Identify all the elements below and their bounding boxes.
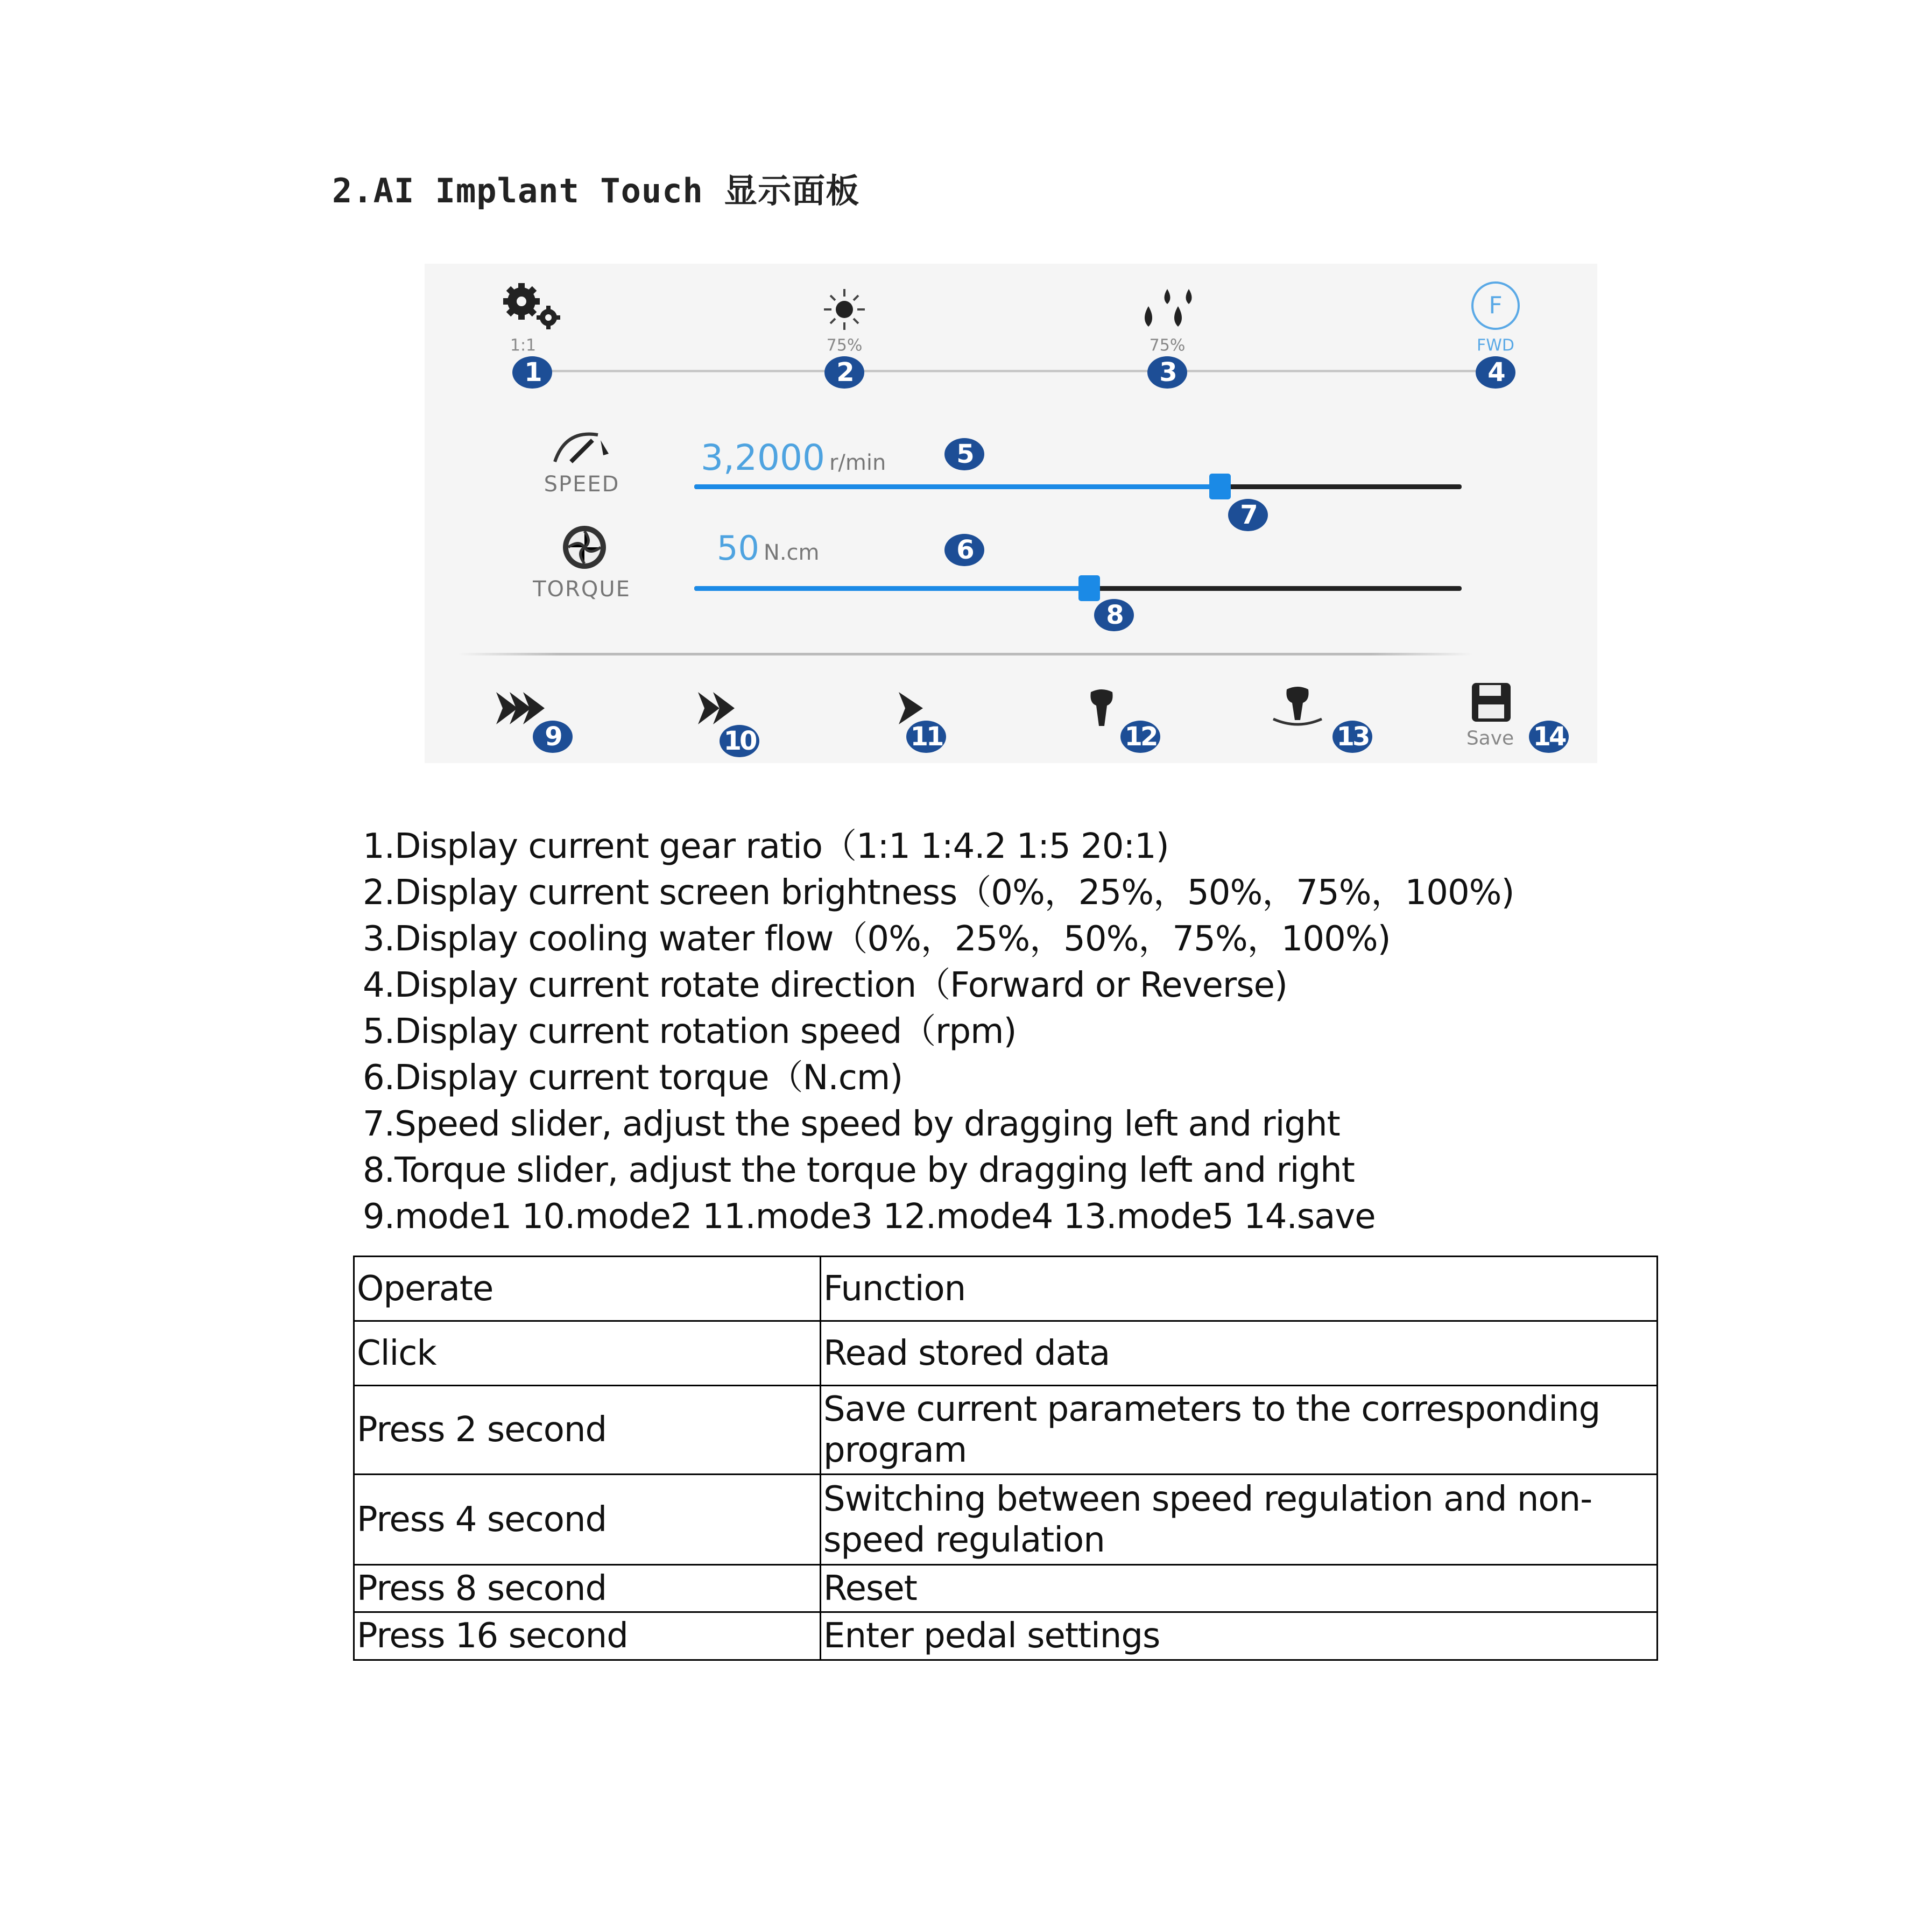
torque-number: 50 [717,528,759,568]
badge-10: 10 [720,725,759,757]
table-row [354,1475,1658,1565]
description-item: 8.Torque slider, adjust the torque by dragging left and right [363,1151,1355,1190]
brightness-icon [817,288,871,331]
description-item: 9.mode1 10.mode2 11.mode3 12.mode4 13.mode5 14.save [363,1197,1376,1237]
gears-icon [495,280,570,334]
badge-4: 4 [1476,356,1515,389]
table-row [354,1321,1658,1386]
badge-2: 2 [824,356,864,389]
cell-operate: Press 4 second [354,1475,821,1565]
description-list [363,823,1514,1240]
table-row [354,1612,1658,1660]
badge-7: 7 [1228,499,1268,531]
water-drops-icon [1132,288,1202,331]
badge-5: 5 [944,438,984,470]
torque-slider-thumb[interactable] [1078,575,1100,601]
save-icon[interactable] [1471,682,1512,723]
cell-operate: Press 16 second [354,1612,821,1660]
badge-11: 11 [906,721,946,753]
header-function: Function [821,1257,1658,1321]
description-item: 2.Display current screen brightness（0%，25%，50%，75%，100%) [363,873,1514,913]
cell-function: Read stored data [821,1321,1658,1386]
description-item: 4.Display current rotate direction（Forward or Reverse) [363,965,1287,1005]
torque-turbine-icon [560,523,609,572]
implant-rotate-icon[interactable] [1268,687,1327,730]
torque-slider[interactable] [694,586,1462,591]
cell-function: Enter pedal settings [821,1612,1658,1660]
description-item: 3.Display cooling water flow（0%，25%，50%，75%，100%) [363,919,1391,959]
badge-13: 13 [1332,721,1372,753]
single-chevron-icon[interactable] [899,692,926,724]
cell-function: Reset [821,1565,1658,1612]
triple-chevron-icon[interactable] [496,692,555,724]
speed-slider-thumb[interactable] [1209,474,1231,499]
speed-unit: r/min [829,450,886,475]
speed-value [701,437,886,478]
direction-value: FWD [1476,336,1515,355]
badge-3: 3 [1147,356,1187,389]
badge-14: 14 [1529,721,1569,753]
badge-6: 6 [944,534,984,566]
badge-1: 1 [512,356,552,389]
cell-function: Switching between speed regulation and non-speed regulation [821,1475,1658,1565]
cell-operate: Press 2 second [354,1386,821,1475]
torque-unit: N.cm [763,540,820,565]
header-operate: Operate [354,1257,821,1321]
description-item: 1.Display current gear ratio（1:1 1:4.2 1:5 20:1) [363,827,1169,866]
badge-8: 8 [1094,599,1134,631]
double-chevron-icon[interactable] [698,692,741,724]
brightness-value: 75% [826,336,863,355]
cell-operate: Press 8 second [354,1565,821,1612]
description-item: 5.Display current rotation speed（rpm) [363,1012,1017,1052]
speedometer-icon [549,424,614,467]
speed-number: 3,2000 [701,437,825,478]
speed-label: SPEED [544,472,620,497]
forward-rotation-icon: F [1471,281,1520,330]
display-panel [425,264,1597,763]
torque-slider-fill [694,586,1089,591]
table-header-row [354,1257,1658,1321]
speed-slider-fill [694,484,1220,489]
status-divider [532,370,1496,372]
description-item: 6.Display current torque（N.cm) [363,1058,903,1098]
save-label[interactable]: Save [1466,727,1514,750]
description-item: 7.Speed slider, adjust the speed by dragging left and right [363,1104,1340,1144]
table-row [354,1565,1658,1612]
operation-table [353,1256,1658,1661]
speed-slider[interactable] [694,484,1462,489]
gear-ratio-value: 1:1 [510,336,537,355]
implant-icon[interactable] [1088,689,1115,727]
torque-label: TORQUE [533,577,631,602]
section-title: 2.AI Implant Touch 显示面板 [332,171,860,210]
torque-value [717,528,820,568]
water-flow-value: 75% [1149,336,1186,355]
cell-function: Save current parameters to the corresponding program [821,1386,1658,1475]
mode-divider [458,653,1473,655]
badge-9: 9 [533,721,573,753]
cell-operate: Click [354,1321,821,1386]
badge-12: 12 [1120,721,1160,753]
table-row [354,1386,1658,1475]
